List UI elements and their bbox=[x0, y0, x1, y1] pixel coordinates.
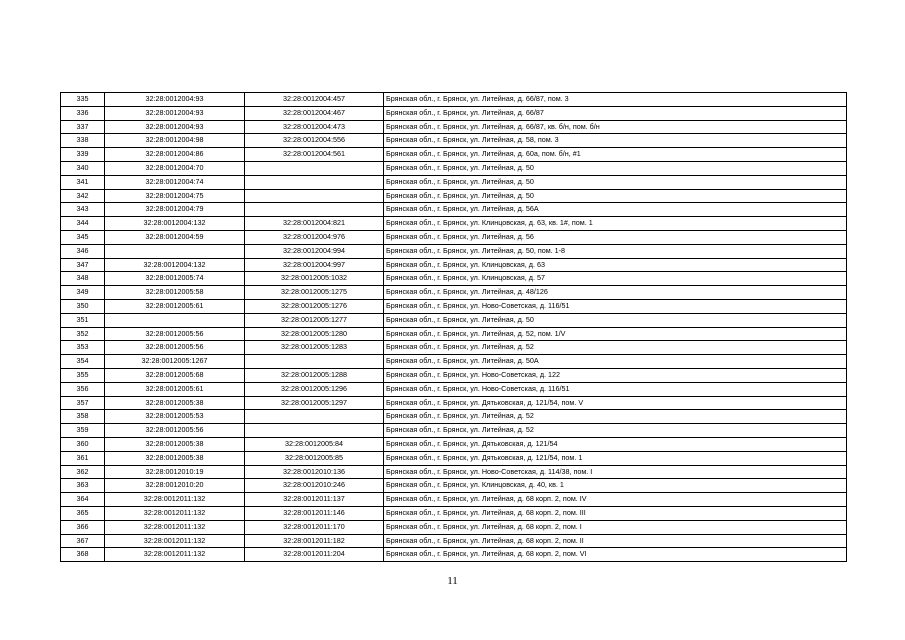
parcel-cadastral-cell: 32:28:0012005:61 bbox=[105, 382, 245, 396]
table-row bbox=[61, 465, 847, 479]
address-cell: Брянская обл., г. Брянск, ул. Литейная, д. 68 корп. 2, пом. IV bbox=[384, 493, 847, 507]
parcel-cadastral-cell: 32:28:0012004:132 bbox=[105, 258, 245, 272]
row-number-cell: 343 bbox=[61, 203, 105, 217]
parcel-cadastral-cell: 32:28:0012004:93 bbox=[105, 93, 245, 107]
object-cadastral-cell: 32:28:0012004:976 bbox=[245, 230, 384, 244]
parcel-cadastral-cell: 32:28:0012004:70 bbox=[105, 161, 245, 175]
object-cadastral-cell: 32:28:0012011:146 bbox=[245, 506, 384, 520]
row-number-cell: 351 bbox=[61, 313, 105, 327]
parcel-cadastral-cell: 32:28:0012004:93 bbox=[105, 106, 245, 120]
object-cadastral-cell: 32:28:0012005:1296 bbox=[245, 382, 384, 396]
table-row bbox=[61, 534, 847, 548]
parcel-cadastral-cell: 32:28:0012010:20 bbox=[105, 479, 245, 493]
parcel-cadastral-cell: 32:28:0012004:132 bbox=[105, 217, 245, 231]
object-cadastral-cell bbox=[245, 161, 384, 175]
parcel-cadastral-cell: 32:28:0012011:132 bbox=[105, 520, 245, 534]
object-cadastral-cell: 32:28:0012005:84 bbox=[245, 437, 384, 451]
address-cell: Брянская обл., г. Брянск, ул. Литейная, д. 68 корп. 2, пом. III bbox=[384, 506, 847, 520]
address-cell: Брянская обл., г. Брянск, ул. Литейная, д. 66/87 bbox=[384, 106, 847, 120]
address-cell: Брянская обл., г. Брянск, ул. Литейная, д. 50 bbox=[384, 161, 847, 175]
table-row bbox=[61, 341, 847, 355]
address-cell: Брянская обл., г. Брянск, ул. Литейная, д. 50 bbox=[384, 189, 847, 203]
object-cadastral-cell: 32:28:0012005:1297 bbox=[245, 396, 384, 410]
address-cell: Брянская обл., г. Брянск, ул. Литейная, д. 50 bbox=[384, 175, 847, 189]
row-number-cell: 339 bbox=[61, 148, 105, 162]
address-cell: Брянская обл., г. Брянск, ул. Литейная, д. 50 bbox=[384, 313, 847, 327]
address-cell: Брянская обл., г. Брянск, ул. Ново-Советская, д. 122 bbox=[384, 368, 847, 382]
table-row bbox=[61, 424, 847, 438]
row-number-cell: 353 bbox=[61, 341, 105, 355]
address-cell: Брянская обл., г. Брянск, ул. Литейная, д. 52 bbox=[384, 341, 847, 355]
table-row bbox=[61, 120, 847, 134]
parcel-cadastral-cell: 32:28:0012011:132 bbox=[105, 506, 245, 520]
object-cadastral-cell: 32:28:0012005:1277 bbox=[245, 313, 384, 327]
table-row bbox=[61, 148, 847, 162]
address-cell: Брянская обл., г. Брянск, ул. Ново-Советская, д. 116/51 bbox=[384, 299, 847, 313]
object-cadastral-cell: 32:28:0012011:137 bbox=[245, 493, 384, 507]
table-row bbox=[61, 437, 847, 451]
object-cadastral-cell: 32:28:0012005:1032 bbox=[245, 272, 384, 286]
object-cadastral-cell: 32:28:0012005:85 bbox=[245, 451, 384, 465]
row-number-cell: 354 bbox=[61, 355, 105, 369]
parcel-cadastral-cell: 32:28:0012005:68 bbox=[105, 368, 245, 382]
row-number-cell: 341 bbox=[61, 175, 105, 189]
row-number-cell: 352 bbox=[61, 327, 105, 341]
address-cell: Брянская обл., г. Брянск, ул. Литейная, д. 68 корп. 2, пом. II bbox=[384, 534, 847, 548]
table-row bbox=[61, 175, 847, 189]
address-cell: Брянская обл., г. Брянск, ул. Ново-Советская, д. 116/51 bbox=[384, 382, 847, 396]
address-cell: Брянская обл., г. Брянск, ул. Дятьковская, д. 121/54, пом. 1 bbox=[384, 451, 847, 465]
table-row bbox=[61, 382, 847, 396]
row-number-cell: 357 bbox=[61, 396, 105, 410]
object-cadastral-cell: 32:28:0012011:170 bbox=[245, 520, 384, 534]
object-cadastral-cell bbox=[245, 410, 384, 424]
table-row bbox=[61, 134, 847, 148]
table-row bbox=[61, 368, 847, 382]
table-row bbox=[61, 327, 847, 341]
parcel-cadastral-cell: 32:28:0012004:74 bbox=[105, 175, 245, 189]
parcel-cadastral-cell: 32:28:0012005:56 bbox=[105, 341, 245, 355]
parcel-cadastral-cell: 32:28:0012005:1267 bbox=[105, 355, 245, 369]
page-number: 11 bbox=[447, 575, 458, 587]
table-row bbox=[61, 479, 847, 493]
row-number-cell: 368 bbox=[61, 548, 105, 562]
row-number-cell: 355 bbox=[61, 368, 105, 382]
table-row bbox=[61, 272, 847, 286]
row-number-cell: 361 bbox=[61, 451, 105, 465]
table-row bbox=[61, 493, 847, 507]
address-cell: Брянская обл., г. Брянск, ул. Литейная, д. 58, пом. 3 bbox=[384, 134, 847, 148]
parcel-cadastral-cell: 32:28:0012005:74 bbox=[105, 272, 245, 286]
object-cadastral-cell bbox=[245, 355, 384, 369]
parcel-cadastral-cell: 32:28:0012004:86 bbox=[105, 148, 245, 162]
object-cadastral-cell: 32:28:0012004:457 bbox=[245, 93, 384, 107]
address-cell: Брянская обл., г. Брянск, ул. Дятьковская, д. 121/54, пом. V bbox=[384, 396, 847, 410]
table-row bbox=[61, 258, 847, 272]
object-cadastral-cell: 32:28:0012005:1280 bbox=[245, 327, 384, 341]
object-cadastral-cell: 32:28:0012005:1275 bbox=[245, 286, 384, 300]
row-number-cell: 360 bbox=[61, 437, 105, 451]
table-row bbox=[61, 93, 847, 107]
parcel-cadastral-cell: 32:28:0012011:132 bbox=[105, 548, 245, 562]
row-number-cell: 366 bbox=[61, 520, 105, 534]
table-row bbox=[61, 189, 847, 203]
object-cadastral-cell: 32:28:0012004:467 bbox=[245, 106, 384, 120]
parcel-cadastral-cell bbox=[105, 244, 245, 258]
address-cell: Брянская обл., г. Брянск, ул. Литейная, д. 52 bbox=[384, 410, 847, 424]
object-cadastral-cell bbox=[245, 203, 384, 217]
address-cell: Брянская обл., г. Брянск, ул. Литейная, д. 60а, пом. б/н, #1 bbox=[384, 148, 847, 162]
address-cell: Брянская обл., г. Брянск, ул. Литейная, д. 52 bbox=[384, 424, 847, 438]
table-row bbox=[61, 451, 847, 465]
address-cell: Брянская обл., г. Брянск, ул. Литейная, д. 66/87, пом. 3 bbox=[384, 93, 847, 107]
address-cell: Брянская обл., г. Брянск, ул. Ново-Советская, д. 114/38, пом. I bbox=[384, 465, 847, 479]
object-cadastral-cell: 32:28:0012004:997 bbox=[245, 258, 384, 272]
parcel-cadastral-cell: 32:28:0012005:56 bbox=[105, 424, 245, 438]
row-number-cell: 345 bbox=[61, 230, 105, 244]
address-cell: Брянская обл., г. Брянск, ул. Литейная, д. 68 корп. 2, пом. I bbox=[384, 520, 847, 534]
parcel-cadastral-cell: 32:28:0012005:53 bbox=[105, 410, 245, 424]
cadastral-table bbox=[60, 92, 847, 562]
address-cell: Брянская обл., г. Брянск, ул. Литейная, д. 52, пом. 1/V bbox=[384, 327, 847, 341]
row-number-cell: 362 bbox=[61, 465, 105, 479]
object-cadastral-cell: 32:28:0012004:556 bbox=[245, 134, 384, 148]
address-cell: Брянская обл., г. Брянск, ул. Литейная, д. 66/87, кв. б/н, пом. б/н bbox=[384, 120, 847, 134]
table-row bbox=[61, 410, 847, 424]
parcel-cadastral-cell: 32:28:0012004:93 bbox=[105, 120, 245, 134]
address-cell: Брянская обл., г. Брянск, ул. Литейная, д. 48/126 bbox=[384, 286, 847, 300]
object-cadastral-cell: 32:28:0012010:136 bbox=[245, 465, 384, 479]
table-row bbox=[61, 506, 847, 520]
row-number-cell: 364 bbox=[61, 493, 105, 507]
table-row bbox=[61, 299, 847, 313]
row-number-cell: 349 bbox=[61, 286, 105, 300]
parcel-cadastral-cell: 32:28:0012005:61 bbox=[105, 299, 245, 313]
object-cadastral-cell bbox=[245, 175, 384, 189]
row-number-cell: 367 bbox=[61, 534, 105, 548]
parcel-cadastral-cell: 32:28:0012004:98 bbox=[105, 134, 245, 148]
row-number-cell: 342 bbox=[61, 189, 105, 203]
row-number-cell: 335 bbox=[61, 93, 105, 107]
parcel-cadastral-cell: 32:28:0012011:132 bbox=[105, 534, 245, 548]
object-cadastral-cell: 32:28:0012004:821 bbox=[245, 217, 384, 231]
parcel-cadastral-cell: 32:28:0012004:75 bbox=[105, 189, 245, 203]
table-row bbox=[61, 355, 847, 369]
table-row bbox=[61, 396, 847, 410]
row-number-cell: 344 bbox=[61, 217, 105, 231]
row-number-cell: 346 bbox=[61, 244, 105, 258]
table-row bbox=[61, 520, 847, 534]
table-row bbox=[61, 313, 847, 327]
row-number-cell: 340 bbox=[61, 161, 105, 175]
object-cadastral-cell bbox=[245, 189, 384, 203]
table-row bbox=[61, 244, 847, 258]
parcel-cadastral-cell: 32:28:0012004:79 bbox=[105, 203, 245, 217]
object-cadastral-cell: 32:28:0012011:204 bbox=[245, 548, 384, 562]
address-cell: Брянская обл., г. Брянск, ул. Клинцовская, д. 40, кв. 1 bbox=[384, 479, 847, 493]
address-cell: Брянская обл., г. Брянск, ул. Клинцовская, д. 57 bbox=[384, 272, 847, 286]
row-number-cell: 358 bbox=[61, 410, 105, 424]
object-cadastral-cell: 32:28:0012005:1276 bbox=[245, 299, 384, 313]
object-cadastral-cell: 32:28:0012004:994 bbox=[245, 244, 384, 258]
object-cadastral-cell: 32:28:0012010:246 bbox=[245, 479, 384, 493]
address-cell: Брянская обл., г. Брянск, ул. Дятьковская, д. 121/54 bbox=[384, 437, 847, 451]
object-cadastral-cell: 32:28:0012005:1288 bbox=[245, 368, 384, 382]
table-body bbox=[61, 93, 847, 562]
address-cell: Брянская обл., г. Брянск, ул. Литейная, д. 56 bbox=[384, 230, 847, 244]
table-row bbox=[61, 161, 847, 175]
parcel-cadastral-cell: 32:28:0012005:58 bbox=[105, 286, 245, 300]
table-row bbox=[61, 286, 847, 300]
parcel-cadastral-cell: 32:28:0012005:56 bbox=[105, 327, 245, 341]
row-number-cell: 365 bbox=[61, 506, 105, 520]
row-number-cell: 356 bbox=[61, 382, 105, 396]
parcel-cadastral-cell: 32:28:0012005:38 bbox=[105, 396, 245, 410]
row-number-cell: 338 bbox=[61, 134, 105, 148]
address-cell: Брянская обл., г. Брянск, ул. Литейная, д. 50, пом. 1-8 bbox=[384, 244, 847, 258]
address-cell: Брянская обл., г. Брянск, ул. Литейная, д. 56А bbox=[384, 203, 847, 217]
row-number-cell: 359 bbox=[61, 424, 105, 438]
parcel-cadastral-cell: 32:28:0012010:19 bbox=[105, 465, 245, 479]
address-cell: Брянская обл., г. Брянск, ул. Литейная, д. 68 корп. 2, пом. VI bbox=[384, 548, 847, 562]
row-number-cell: 350 bbox=[61, 299, 105, 313]
table-row bbox=[61, 548, 847, 562]
address-cell: Брянская обл., г. Брянск, ул. Клинцовская, д. 63, кв. 1#, пом. 1 bbox=[384, 217, 847, 231]
row-number-cell: 336 bbox=[61, 106, 105, 120]
parcel-cadastral-cell: 32:28:0012005:38 bbox=[105, 451, 245, 465]
parcel-cadastral-cell bbox=[105, 313, 245, 327]
object-cadastral-cell bbox=[245, 424, 384, 438]
row-number-cell: 363 bbox=[61, 479, 105, 493]
table-row bbox=[61, 217, 847, 231]
parcel-cadastral-cell: 32:28:0012004:59 bbox=[105, 230, 245, 244]
address-cell: Брянская обл., г. Брянск, ул. Литейная, д. 50А bbox=[384, 355, 847, 369]
object-cadastral-cell: 32:28:0012004:473 bbox=[245, 120, 384, 134]
row-number-cell: 347 bbox=[61, 258, 105, 272]
address-cell: Брянская обл., г. Брянск, ул. Клинцовская, д. 63 bbox=[384, 258, 847, 272]
parcel-cadastral-cell: 32:28:0012005:38 bbox=[105, 437, 245, 451]
table-row bbox=[61, 106, 847, 120]
table-row bbox=[61, 203, 847, 217]
object-cadastral-cell: 32:28:0012005:1283 bbox=[245, 341, 384, 355]
row-number-cell: 337 bbox=[61, 120, 105, 134]
object-cadastral-cell: 32:28:0012004:561 bbox=[245, 148, 384, 162]
parcel-cadastral-cell: 32:28:0012011:132 bbox=[105, 493, 245, 507]
row-number-cell: 348 bbox=[61, 272, 105, 286]
object-cadastral-cell: 32:28:0012011:182 bbox=[245, 534, 384, 548]
table-row bbox=[61, 230, 847, 244]
